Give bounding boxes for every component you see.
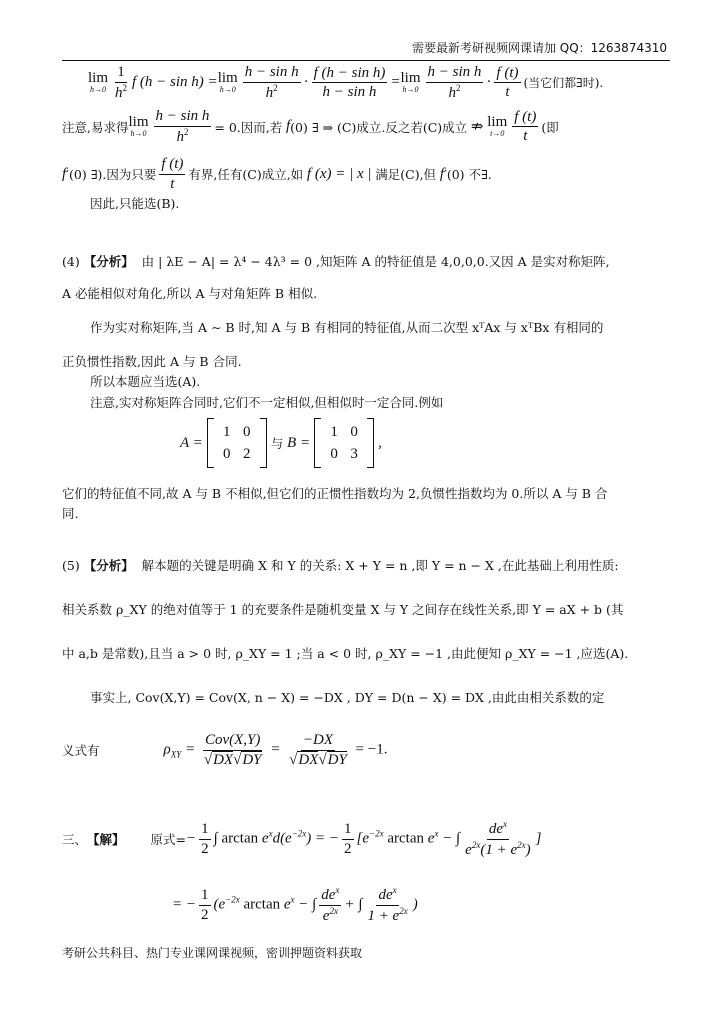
text: = 0.因而,若 (214, 119, 283, 135)
equation-rho: $\rho_{XY}$ = $\frac{\text{Cov(X,Y)}}{√DX√DY}$ = $\frac{-DX}{√DX√DY}$ = −1. (163, 732, 388, 768)
problem-5-line-4: 事实上, Cov(X,Y) = Cov(X, n − X) = −DX , DY = D(n − X) = DX ,由此由相关系数的定 (90, 690, 605, 705)
text: 与 (270, 436, 284, 451)
text: (即 (541, 119, 559, 135)
problem-4-line-2: A 必能相似对角化,所以 A 与对角矩阵 B 相似. (62, 286, 318, 301)
problem-3-line-1 (62, 820, 669, 858)
equation-limit-top: lim h→0 $\frac{1}{h^2}$ f (h − sin h) = lim h→0 $\frac{\text{h − sin h}}{h^2}$ · $\frac{\text{f (h − sin h)}}{\text{h − sin h}}$ = lim h→0 $\frac{\text{h − sin h}}{h^2}$ · $\frac{f (t)}{t}$ (当它们都∃时). (88, 64, 604, 101)
matrix-example: A = 1 0 0 2 与 B = 1 0 0 3 , (180, 418, 669, 468)
header-rule (62, 60, 670, 61)
problem-5-line-2: 相关系数 ρ_XY 的绝对值等于 1 的充要条件是随机变量 X 与 Y 之间存在线性关系,即 Y = aX + b (其 (62, 602, 624, 617)
problem-4-line-8: 同. (62, 506, 79, 521)
text: 满足(C),但 (375, 167, 437, 182)
page-footer: 考研公共科目、热门专业课网课视频，密训押题资料获取 (62, 946, 363, 960)
solution-tag: 【解】 (87, 832, 125, 847)
text: ′(0) 不∃. (443, 167, 492, 182)
problem-4-line-1 (62, 252, 669, 270)
text: 有界,任有(C)成立,如 (188, 167, 304, 182)
problem-5-line-1 (62, 556, 669, 574)
text: ′(0) ∃).因为只要 (66, 167, 157, 182)
page-header: 需要最新考研视频网课请加 QQ：1263874310 (411, 41, 667, 55)
problem-number: (5) (62, 557, 80, 573)
problem-number: (4) (62, 253, 80, 269)
paragraph-f0: f ′(0) ∃).因为只要 $\frac{f (t)}{t}$ 有界,任有(C)成立,如 f (x) = | x | 满足(C),但 f ′(0) 不∃. (62, 156, 492, 192)
problem-4-line-7: 它们的特征值不同,故 A 与 B 不相似,但它们的正惯性指数均为 2,负惯性指数均为 0.所以 A 与 B 合 (62, 486, 608, 501)
equation-integral-1: − $\frac{1}{2}$ ∫ $\arctan e^xd(e^{-2x})$ = − $\frac{1}{2}$ [$e^{-2x}$ $\arctan e^x$ − ∫ $\frac{de^x}{e^{2x}(1 + e^{2x})}$ ] (186, 819, 542, 858)
eq-top-tail: (当它们都∃时). (523, 76, 604, 90)
text: 由 | λE − A| = λ⁴ − 4λ³ = 0 ,知矩阵 A 的特征值是 4,0,0,0.又因 A 是实对称矩阵, (141, 254, 610, 269)
problem-4-line-5: 所以本题应当选(A). (90, 374, 201, 389)
text: 解本题的关键是明确 X 和 Y 的关系: X + Y = n ,即 Y = n − X ,在此基础上利用性质: (141, 558, 619, 573)
analysis-tag: 【分析】 (83, 254, 134, 269)
text: 义式有 (62, 743, 100, 758)
problem-4-line-6: 注意,实对称矩阵合同时,它们不一定相似,但相似时一定合同.例如 (90, 395, 444, 410)
problem-5-line-3: 中 a,b 是常数),且当 a > 0 时, ρ_XY = 1 ;当 a < 0 时, ρ_XY = −1 ,由此便知 ρ_XY = −1 ,应选(A). (62, 646, 629, 661)
matrix-b: 1 0 0 3 (314, 418, 374, 468)
equation-integral-2: = − $\frac{1}{2}$ ($e^{-2x}$ $\arctan e^x$ − ∫ $\frac{de^x}{e^{2x}}$ + ∫ $\frac{de^x}{1 + e^{2x}}$ ) (172, 885, 418, 924)
problem-4-line-3: 作为实对称矩阵,当 A ∼ B 时,知 A 与 B 有相同的特征值,从而二次型 xᵀAx 与 xᵀBx 有相同的 (90, 320, 604, 335)
text: 注意,易求得 (62, 119, 129, 135)
problem-number: 三、 (62, 832, 88, 847)
analysis-tag: 【分析】 (83, 558, 134, 573)
paragraph-yinci: 因此,只能选(B). (90, 196, 180, 211)
problem-5-line-5 (62, 732, 669, 768)
matrix-a: 1 0 0 2 (207, 418, 267, 468)
text: (0) ∃ ⇒ (C)成立.反之若(C)成立 (290, 119, 468, 135)
problem-4-line-4: 正负惯性指数,因此 A 与 B 合同. (62, 354, 242, 369)
text: 原式= (150, 832, 187, 847)
paragraph-zhuyi: 注意,易求得 lim h→0 $\frac{\text{h − sin h}}{h^2}$ = 0.因而,若 f (0) ∃ ⇒ (C)成立.反之若(C)成立 ⇏ lim t→0 $\frac{f (t)}{t}$ (即 (62, 108, 559, 145)
